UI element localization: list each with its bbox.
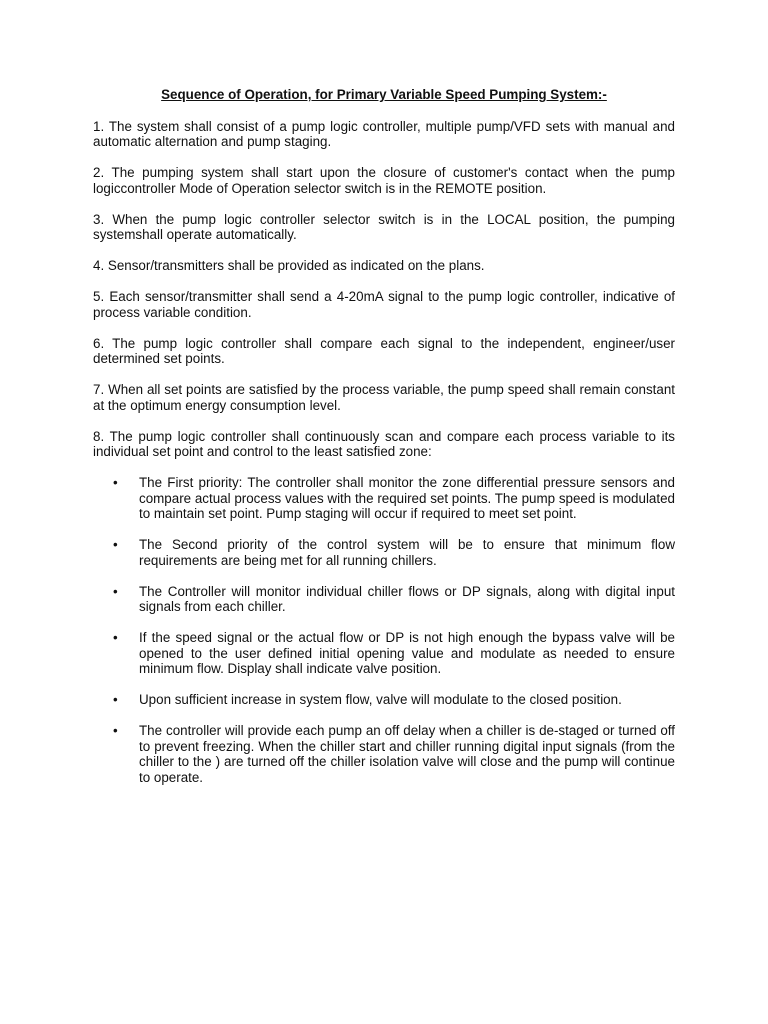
bullet-item-first-priority <box>93 475 675 522</box>
bullet-text: If the speed signal or the actual flow or DP is not high enough the bypass valve will be opened to the user defined initial opening value and modulate as needed to ensure minimum flow. Display shall indicate valve position. <box>139 630 675 676</box>
document-title: Sequence of Operation, for Primary Variable Speed Pumping System:- <box>161 87 607 102</box>
bullet-text: Upon sufficient increase in system flow, valve will modulate to the closed position. <box>139 692 622 707</box>
paragraph-8: 8. The pump logic controller shall continuously scan and compare each process variable to its individual set point and control to the least satisfied zone: <box>93 428 675 459</box>
bullet-icon: • <box>113 475 118 490</box>
bullet-item-second-priority <box>93 537 675 568</box>
bullet-icon: • <box>113 537 118 552</box>
document-page <box>93 87 675 801</box>
bullet-text: The First priority: The controller shall monitor the zone differential pressure sensors and compare actual process values with the required set points. The pump speed is modulated to maintain set point. Pump staging will occur if required to meet set point. <box>139 475 675 521</box>
bullet-icon: • <box>113 630 118 645</box>
paragraph-3: 3. When the pump logic controller selector switch is in the LOCAL position, the pumping systemshall operate automatically. <box>93 211 675 242</box>
paragraph-7: 7. When all set points are satisfied by the process variable, the pump speed shall remain constant at the optimum energy consumption level. <box>93 382 675 413</box>
paragraph-4: 4. Sensor/transmitters shall be provided as indicated on the plans. <box>93 258 485 273</box>
bullet-text: The Controller will monitor individual chiller flows or DP signals, along with digital input signals from each chiller. <box>139 583 675 614</box>
paragraph-6: 6. The pump logic controller shall compare each signal to the independent, engineer/user determined set points. <box>93 335 675 366</box>
bullet-item-valve-close <box>93 692 675 708</box>
bullet-icon: • <box>113 723 118 738</box>
paragraph-1: 1. The system shall consist of a pump logic controller, multiple pump/VFD sets with manual and automatic alternation and pump staging. <box>93 118 675 149</box>
bullet-icon: • <box>113 692 118 707</box>
bullet-text: The controller will provide each pump an off delay when a chiller is de-staged or turned off to prevent freezing. When the chiller start and chiller running digital input signals (from the chiller to the ) are turned off the chiller isolation valve will close and the pump will continue to operate. <box>139 723 675 785</box>
bullet-item-off-delay <box>93 723 675 785</box>
bullet-icon: • <box>113 583 118 599</box>
bullet-item-chiller-flows <box>93 584 675 615</box>
paragraph-2: 2. The pumping system shall start upon the closure of customer's contact when the pump logiccontroller Mode of Operation selector switch is in the REMOTE position. <box>93 165 675 196</box>
bullet-list <box>93 475 675 785</box>
paragraph-5: 5. Each sensor/transmitter shall send a 4-20mA signal to the pump logic controller, indicative of process variable condition. <box>93 289 675 320</box>
bullet-item-bypass-valve <box>93 630 675 677</box>
bullet-text: The Second priority of the control system will be to ensure that minimum flow requirements are being met for all running chillers. <box>139 537 675 568</box>
